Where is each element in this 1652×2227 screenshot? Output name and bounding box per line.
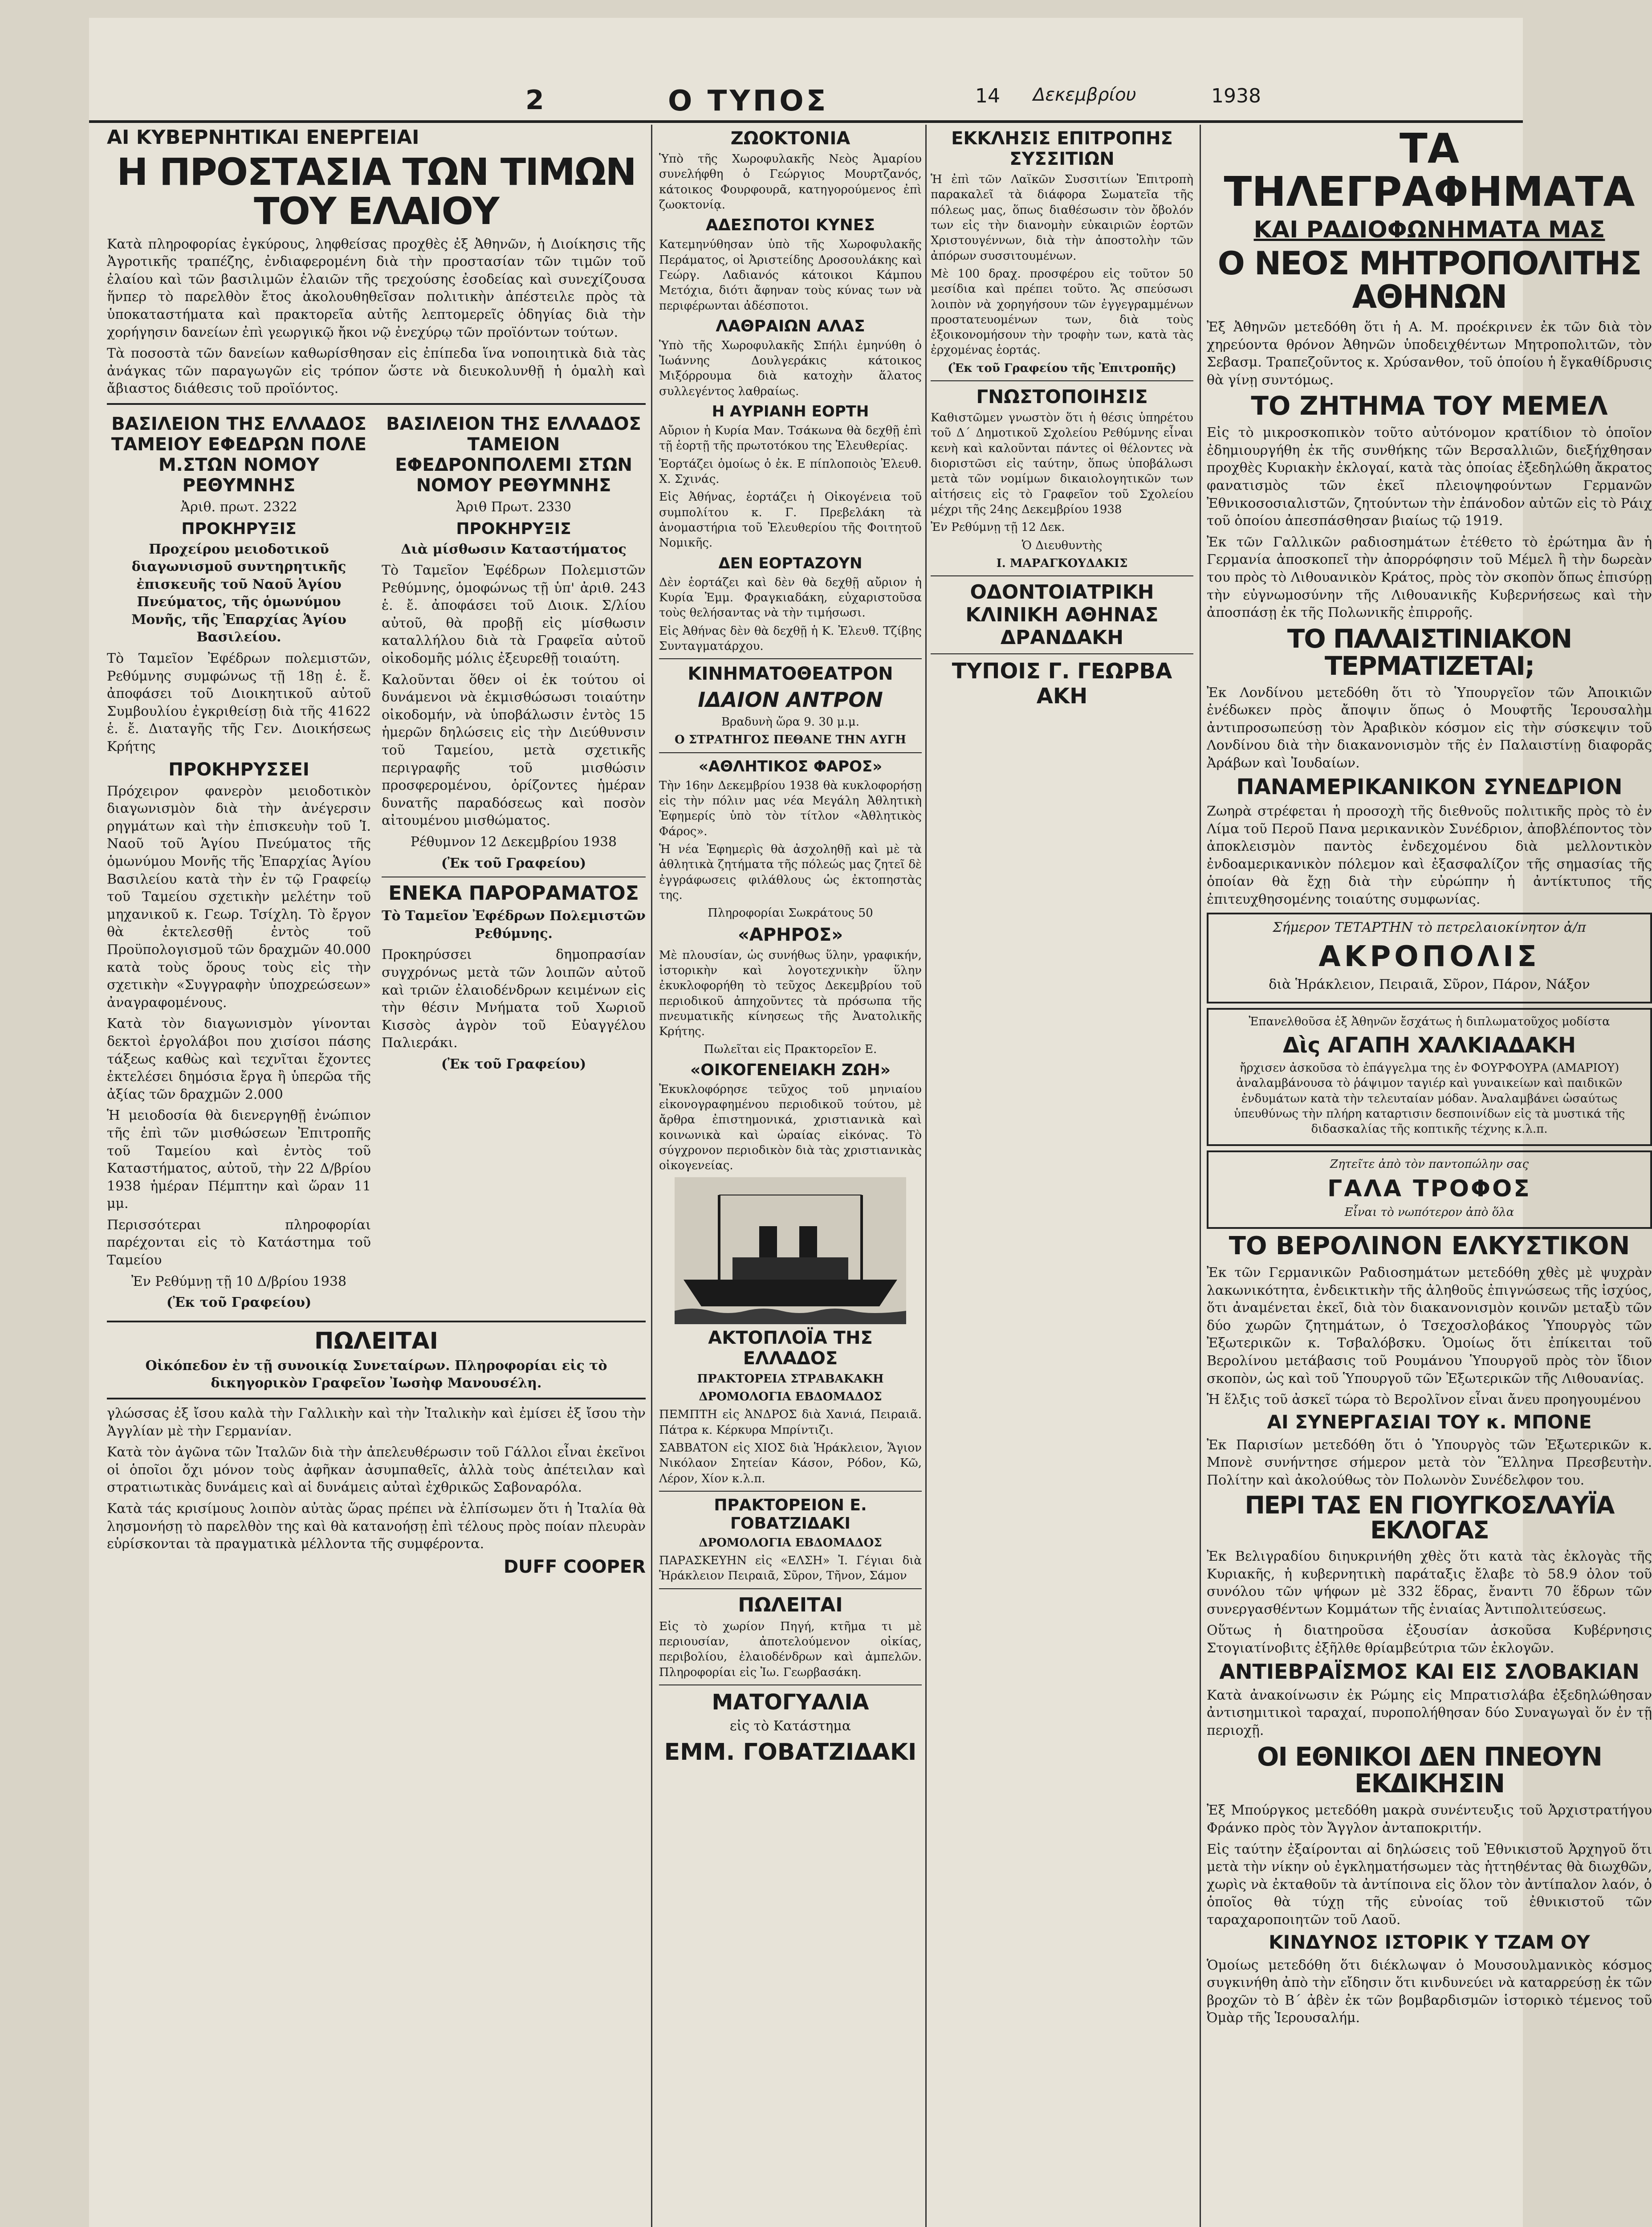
headline: Ο ΝΕΟΣ ΜΗΤΡΟΠΟΛΙΤΗΣ ΑΘΗΝΩΝ (1217, 244, 1641, 316)
news-item: Μὲ 100 δραχ. προσφέρου εἰς τοῦτον 50 μεσίδια καὶ πρέπει τοῦτο. Ἄς σπεύσωσι λοιπὸν νὰ χορηγήσουν τῶν ἐγγεγραμμένων προστατευομένων των, διὰ τοὺς ἐξοικονομήσουν τὴν τροφὴν των, κατὰ τὰς ἐρχομένας ἑορτάς. (931, 267, 1193, 357)
news-item: Ἐν Ρεθύμνῃ τῇ 12 Δεκ. (931, 521, 1065, 534)
notice-tameio-2 (382, 410, 646, 1315)
masthead (89, 67, 1523, 123)
column-rule (1200, 125, 1201, 2227)
article-paragraph: Ἡ ἕλξις τοῦ ἀσκεῖ τώρα τὸ Βερολῖνον εἶναι ἄνευ προηγουμένου (1207, 1392, 1641, 1408)
column-rule (925, 125, 927, 2227)
divider (659, 752, 922, 753)
notice-subtitle: ΠΡΟΚΗΡΥΞΙΣ (456, 519, 571, 538)
headline: ΑΝΤΙΕΒΡΑΪΣΜΟΣ ΚΑΙ ΕΙΣ ΣΛΟΒΑΚΙΑΝ (1219, 1659, 1640, 1684)
notice-title: ΕΝΕΚΑ ΠΑΡΟΡΑΜΑΤΟΣ (388, 882, 639, 905)
headline: ΠΕΡΙ ΤΑΣ ΕΝ ΓΙΟΥΓΚΟΣΛΑΥΪΑ ΕΚΛΟΓΑΣ (1245, 1491, 1614, 1545)
ad-name: Δὶς ΑΓΑΠΗ ΧΑΛΚΙΑΔΑΚΗ (1282, 1032, 1576, 1058)
news-item: Αὔριον ἡ Κυρία Μαν. Τσάκωνα θὰ δεχθῇ ἐπὶ τῇ ἑορτῇ τῆς πρωτοτόκου της Ἐλευθερίας. (659, 424, 922, 453)
article-paragraph: Κατὰ τάς κρισίμους λοιπὸν αὐτὰς ὥρας πρέπει νὰ ἐλπίσωμεν ὅτι ἡ Ἰταλία θὰ λησμονήσῃ τὸ παρελθὸν της καὶ θὰ κατανοήσῃ ἐπὶ τέλους πρὸς ποίαν πλευρὰν εὑρίσκονται τὰ πραγματικὰ μέλλοντα τῆς συμφέροντα. (107, 1501, 646, 1552)
section-title: «ΑΘΛΗΤΙΚΟΣ ΦΑΡΟΣ» (698, 757, 883, 775)
news-sign: Ὁ Διευθυντὴς (1021, 538, 1103, 552)
sale-title: ΠΩΛΕΙΤΑΙ (738, 1593, 843, 1616)
article-paragraph: Ἐξ Μπούργκος μετεδόθη μακρὰ συνέντευξις τοῦ Ἀρχιστρατήγου Φράνκο πρὸς τὸν Ἄγγλον ἀνταποκριτήν. (1207, 1803, 1652, 1836)
article-paragraph: Εἰς τὸ μικροσκοπικὸν τοῦτο αὐτόνομον κρατίδιον τὸ ὁποῖον ἐδημιουργήθη ἐκ τῆς συνθήκης τῶν Βερσαλλιῶν, διεξήχθησαν προχθὲς Κυριακὴν ἐκλογαί, κατὰ τὰς ὁποίας ἐξεδηλώθη ἄκρατος φανατισμὸς τῶν ἐκεῖ πλειοψηφούντων Γερμανῶν Ἐθνικοσοσιαλιστῶν, ζητούντων τὴν ἐπάνοδον αὐτῶν εἰς τὸ Ράιχ τοῦ ὁποίου ἀπεσπάσθησαν βιαίως τῷ 1919. (1207, 425, 1652, 529)
ship-ad-body: ΠΕΜΠΤΗ εἰς ἈΝΔΡΟΣ διὰ Χανιά, Πειραιᾶ. Πάτρα κ. Κέρκυρα Μπρίντιζι. (659, 1408, 922, 1437)
page-number: 2 (525, 85, 544, 116)
headline: ΠΑΝΑΜΕΡΙΚΑΝΙΚΟΝ ΣΥΝΕΔΡΙΟΝ (1236, 774, 1623, 799)
printer-ad: ΤΥΠΟΙΣ Γ. ΓΕΩΡΒΑ ΑΚΗ (952, 659, 1172, 709)
ad-text: Ζητεῖτε ἀπὸ τὸν παντοπώλην σας (1330, 1157, 1529, 1171)
glasses-sub: εἰς τὸ Κατάστημα (729, 1718, 851, 1734)
news-item: Τὴν 16ην Δεκεμβρίου 1938 θὰ κυκλοφορήσῃ εἰς τὴν πόλιν μας νέα Μεγάλη Ἀθλητικὴ Ἐφημερίς ὑπὸ τὸν τίτλον «Ἀθλητικὸς Φάρος». (659, 779, 922, 838)
notice-body: Καλοῦνται ὅθεν οἱ ἐκ τούτου οἱ δυνάμενοι νὰ ἐκμισθώσωσι τοιαύτην οἰκοδομήν, νὰ ὑποβάλωσιν ἐντὸς 15 ἡμερῶν δηλώσεις εἰς τὴν Διεύθυνσιν τοῦ Ταμείου, μετὰ σχετικῆς περιγραφῆς τοῦ μισθώσιν προσφερομένου, ὁρίζοντες ἡμέραν δυνατῆς παραδόσεως καὶ ποσὸν αἰτουμένου μισθώματος. (382, 672, 646, 829)
news-item: Κατεμηνύθησαν ὑπὸ τῆς Χωροφυλακῆς Περάματος, οἱ Ἀριστείδης Δροσουλάκης καὶ Γεώργ. Λαδιανός κάτοικοι Κάμπου Μετόχια, διότι ἄφηναν τοὺς κύνας των νὰ περιφέρωνται ἀδέσποτοι. (659, 238, 922, 313)
notice-body: Περισσότεραι πληροφορίαι παρέχονται εἰς τὸ Κατάστημα τοῦ Ταμείου (107, 1217, 371, 1268)
cinema-time: Βραδυνὴ ὥρα 9. 30 μ.μ. (721, 715, 860, 729)
news-item: Δὲν ἑορτάζει καὶ δὲν θὰ δεχθῇ αὔριον ἡ Κυρία Ἐμμ. Φραγκιαδάκη, εὐχαριστοῦσα τοὺς θελήσαντας νὰ τὴν τιμήσωσι. (659, 575, 922, 620)
notice-body: Πρόχειρον φανερὸν μειοδοτικὸν διαγωνισμὸν διὰ τὴν ἀνέγερσιν ρηγμάτων καὶ τὴν ἐπισκευὴν τοῦ Ἱ. Ναοῦ τοῦ Ἁγίου Πνεύματος τῆς ὁμωνύμου Μονῆς τῆς Ἐπαρχίας Ἁγίου Βασιλείου κατὰ τὴν ἐν τῷ Γραφείῳ τοῦ Ταμείου σχετικὴν μελέτην τοῦ μηχανικοῦ κ. Γεωρ. Τσίχλη. Τὸ ἔργον θὰ ἐκτελεσθῇ ἐντὸς τοῦ Προϋπολογισμοῦ τῶν δραχμῶν 40.000 κατὰ τοὺς ὅρους τοὺς εἰς τὴν σχετικὴν «Συγγραφὴν ὑποχρεώσεων» ἀναγραφομένους. (107, 783, 371, 1011)
section-subheadline: ΚΑΙ ΡΑΔΙΟΦΩΝΗΜΑΤΑ ΜΑΣ (1253, 216, 1605, 244)
article-paragraph: Οὕτως ἡ διατηροῦσα ἐξουσίαν ἀσκοῦσα Κυβέρνησις Στογιατίνοβιτς ἐξῆλθε θρίαμβεύτρια τῶν ἐκλογῶν. (1207, 1623, 1652, 1656)
glasses-name: ΕΜΜ. ΓΟΒΑΤΖΙΔΑΚΙ (664, 1738, 917, 1766)
news-item: Ὑπὸ τῆς Χωροφυλακῆς Σπήλι ἐμηνύθη ὁ Ἰωάννης Δουλγεράκις κάτοικος Μιξόρρουμα διὰ κατοχὴν ἅλατος συλλεγέντος λαθραίως. (659, 339, 922, 398)
headline: ΟΙ ΕΘΝΙΚΟΙ ΔΕΝ ΠΝΕΟΥΝ ΕΚΔΙΚΗΣΙΝ (1257, 1741, 1602, 1799)
divider (659, 658, 922, 659)
ship-ad-title: ΠΡΑΚΤΟΡΕΙΟΝ Ε. ΓΟΒΑΤΖΙΔΑΚΙ (714, 1496, 867, 1533)
cinema-name: ΙΔΑΙΟΝ ΑΝΤΡΟΝ (698, 688, 883, 712)
notice-subtitle: ΠΡΟΚΗΡΥΞΙΣ (181, 519, 297, 538)
headline: ΚΙΝΔΥΝΟΣ ΙΣΤΟΡΙΚ Υ ΤΖΑΜ ΟΥ (1269, 1931, 1590, 1953)
ship-ad-title: ΑΚΤΟΠΛΟΪΑ ΤΗΣ ΕΛΛΑΔΟΣ (708, 1327, 873, 1369)
byline: DUFF COOPER (503, 1556, 646, 1577)
notice-title: ΒΑΣΙΛΕΙΟΝ ΤΗΣ ΕΛΛΑΔΟΣ ΤΑΜΕΙΟΝ ΕΦΕΔΡΟΝΠΟΛΕΜΙ ΣΤΩΝ ΝΟΜΟΥ ΡΕΘΥΜΝΗΣ (386, 413, 641, 496)
notice-lead: Πρoχείρου μειοδοτικοῦ διαγωνισμοῦ συντηρητικῆς ἐπισκευῆς τοῦ Ναοῦ Ἁγίου Πνεύματος, τῆς ὁμωνύμου Μονῆς, τῆς Ἐπαρχίας Ἁγίου Βασιλείου. (131, 541, 346, 645)
glasses-title: ΜΑΤΟΓΥΑΛΙΑ (712, 1690, 869, 1715)
section-title: Η ΑΥΡΙΑΝΗ ΕΟΡΤΗ (712, 403, 869, 421)
sale-body: Εἰς τὸ χωρίον Πηγή, κτῆμα τι μὲ περιουσίαν, ἀποτελούμενον οἰκίας, περιβολίου, ἐλαιοδένδρων καὶ ἀμπελῶν. Πληροφορίαι εἰς Ἰω. Γεωρβασάκη. (659, 1619, 922, 1679)
newspaper-page (89, 18, 1652, 2227)
news-item: Ἑορτάζει ὁμοίως ὁ ἐκ. Ε πίπλοποιὸς Ἐλευθ. Χ. Σχινάς. (659, 457, 922, 486)
news-item: Ἡ ἐπὶ τῶν Λαϊκῶν Συσσιτίων Ἐπιτροπὴ παρακαλεῖ τὰ διάφορα Σωματεῖα τῆς πόλεως μας, ὅπως διαθέσωσιν τὸν ὄβολόν των εἰς τὴν διανομὴν εὐκαιριῶν ἑορτῶν Χριστουγέννων, διὰ τὴν ἀποστολὴν τῶν ἀπόρων συσσιτουμένων. (931, 173, 1193, 263)
headline: ΤΟ ΖΗΤΗΜΑ ΤΟΥ ΜΕΜΕΛ (1251, 391, 1608, 421)
notice-sign: (Ἐκ τοῦ Γραφείου) (441, 1056, 586, 1072)
ad-text: Εἶναι τὸ νωπότερον ἀπὸ ὅλα (1344, 1205, 1514, 1219)
divider (659, 1491, 922, 1492)
article-paragraph: Ἐκ τῶν Γερμανικῶν Ραδιοσημάτων μετεδόθη χθὲς μὲ ψυχρὰν λακωνικότητα, ἐνδεικτικὴν τῆς ἀληθοῦς ἐπιγνώσεως τῆς ἰσχύος, ὅτι ἀναμένεται ἐκεῖ, διὰ τὸν διακανονισμὸν κοινῶν μεταξὺ τῶν δύο χωρῶν ζητημάτων, ὁ Τσεχοσλοβάκος Ὑπουργὸς τῶν Ἐξωτερικῶν κ. Τσβαλόβσκυ. Ὁμοίως ὅτι ἐπίκειται τοῦ Βερολίνου μετάβασις τοῦ Ρουμάνου Ὑπουργοῦ πρὸς τὸν ἴδιον σκοπὸν, ὡς καὶ τοῦ Ὑπουργοῦ τῶν Ἐξωτερικῶν τῆς Λιθουανίας. (1207, 1264, 1652, 1387)
notice-sign: (Ἐκ τοῦ Γραφείου) (441, 855, 586, 871)
section-title: «ΟΙΚΟΓΕΝΕΙΑΚΗ ΖΩΗ» (690, 1060, 891, 1079)
headline: ΑΙ ΣΥΝΕΡΓΑΣΙΑΙ ΤΟΥ κ. ΜΠΟΝΕ (1267, 1411, 1592, 1433)
divider (931, 653, 1193, 654)
column-4 (1207, 125, 1652, 2031)
divider (107, 1321, 646, 1322)
notice-body: Τὸ Ταμεῖον Ἐφέδρων Πολεμιστῶν Ρεθύμνης, ὁμοφώνως τῇ ὑπ' ἀριθ. 243 ἑ. ἔ. ἀποφάσει τοῦ Διοικ. Σ/λίου αὐτοῦ, θὰ προβῇ εἰς μίσθωσιν καταλλήλου διὰ τὰ Γραφεῖα αὐτοῦ οἰκοδομῆς μόλις ἐξευρεθῇ τοιαύτη. (382, 563, 646, 667)
section-title: «ΑΡΗΡΟΣ» (737, 924, 843, 945)
issue-month: Δεκεμβρίου (1033, 85, 1136, 105)
ad-text: Σήμερον ΤΕΤΑΡΤΗΝ τὸ πετρελαιοκίνητον ἀ/π (1273, 920, 1586, 936)
article-paragraph: Ὁμοίως μετεδόθη ὅτι διέκλωψαν ὁ Μουσουλμανικὸς κόσμος συγκινήθη ἀπὸ τὴν εἴδησιν ὅτι κινδυνεύει νὰ καταρρεύσῃ ἐκ τῶν βροχῶν τὸ Β΄ ἀβὲν ἐκ τῶν βομβαρδισμῶν ἱστορικὸ τέμενος τοῦ Ὀμὰρ τῆς Ἱερουσαλήμ. (1207, 1957, 1652, 2026)
news-item: Πληροφορίαι Σωκράτους 50 (708, 906, 873, 920)
ad-milk (1207, 1150, 1652, 1229)
notice-tameio-1 (107, 410, 371, 1315)
article-paragraph: Ζωηρὰ στρέφεται ἡ προσοχὴ τῆς διεθνοῦς πολιτικῆς πρὸς τὸ ἐν Λίμα τοῦ Περοῦ Πανα μερικανικὸν Συνέδριον, ἀποβλέποντος τὸν ἀποκλεισμὸν παντὸς ἐνδεχομένου διὰ μελλοντικὸν ἐνδοαμερικανικὸν πόλεμον καὶ ἐξασφαλίζον τῆς σημασίας τῆς ὁποίαν θὰ ἔχῃ διὰ τὴν εὐρώπην ἡ ἀντίκτυπος τῆς ἐπιτευχθησομένης τοιαύτης συμφωνίας. (1207, 803, 1652, 907)
news-item: Εἰς Ἀθήνας δὲν θὰ δεχθῇ ἡ Κ. Ἐλευθ. Τζίβης Συνταγματάρχου. (659, 624, 922, 653)
notice-lead: Διὰ μίσθωσιν Καταστήματος (401, 541, 627, 557)
news-item: Εἰς Ἀθήνας, ἑορτάζει ἡ Οἰκογένεια τοῦ συμπολίτου κ. Γ. Πρεβελάκη τὰ ἀνομαστήρια τοῦ Ἐλευθερίου τῆς Φοιτητοῦ Νομικῆς. (659, 490, 922, 550)
section-title: ΑΔΕΣΠΟΤΟΙ ΚΥΝΕΣ (705, 216, 875, 235)
sale-title: ΠΩΛΕΙΤΑΙ (314, 1327, 438, 1354)
notice-heading: ΠΡΟΚΗΡΥΣΣΕΙ (168, 759, 309, 780)
divider (107, 1398, 646, 1399)
article-paragraph: Ἐκ Λονδίνου μετεδόθη ὅτι τὸ Ὑπουργεῖον τῶν Ἀποικιῶν ἐνέδωκεν πρὸς ἄποψιν ὅπως ὁ Μουφτῆς Ἱερουσαλὴμ ἀντιπροσωπεύσῃ τὸν Ἀραβικὸν κόσμον εἰς τὴν σύσκεψιν τοῦ Λονδίνου διὰ τὴν διακανονισμὸν τῆς ἐν Παλαιστίνῃ διαφορᾶς Ἀράβων καὶ Ἰουδαίων. (1207, 685, 1652, 771)
news-item: Ὑπὸ τῆς Χωροφυλακῆς Νεὸς Ἀμαρίου συνελήφθη ὁ Γεώργιος Μουρτζανός, κάτοικος Φουρφουρᾶ, κατηγορούμενος ἐπὶ ζωοκτονίᾳ. (659, 152, 922, 212)
sale-body: Οἰκόπεδον ἐν τῇ συνοικίᾳ Συνεταίρων. Πληροφορίαι εἰς τὸ δικηγορικὸν Γραφεῖον Ἰωσὴφ Μανουσέλη. (145, 1358, 607, 1391)
article-paragraph: Ἐκ τῶν Γαλλικῶν ραδιοσημάτων ἐτέθετο τὸ ἐρώτημα ἂν ἡ Γερμανία ἀποσκοπεῖ τὴν ἀπορρόφησιν τοῦ Μέμελ ἢ τὴν δωρεὰν του πρὸς τὸ Λιθουανικὸν Κράτος, πρὸς τὸν σκοπὸν ὅπως ἐπισύρῃ τὴν εὐγνωμοσύνην τῆς Λιθουανικῆς Κυβερνήσεως καὶ τὴν ἀποσπάσῃ ἐκ τῆς Πολωνικῆς ἐπιρροῆς. (1207, 534, 1652, 621)
divider (931, 380, 1193, 381)
ship-ad-sub: ΠΡΑΚΤΟΡΕΙΑ ΣΤΡΑΒΑΚΑΚΗ (697, 1372, 884, 1386)
section-title: ΖΩΟΚΤΟΝΙΑ (730, 128, 850, 149)
news-item: Ἡ νέα Ἐφημερὶς θὰ ἀσχοληθῇ καὶ μὲ τὰ ἀθλητικὰ ζητήματα τῆς πόλεώς μας ζητεῖ δὲ ἐγγράφωσεις φιλάθλους ὡς ἐκτοπηστὰς της. (659, 843, 922, 902)
ad-text: ἤρχισεν ἀσκοῦσα τὸ ἐπάγγελμα της ἐν ΦΟΥΡΦΟΥΡΑ (ΑΜΑΡΙΟΥ) ἀναλαμβάνουσα τὸ ῥάψιμον ταγιέρ καὶ γυναικείων καὶ παιδικῶν ἐνδυμάτων κατὰ τὴν τελευταίαν μόδαν. Ἀναλαμβάνει ὡσαύτως ὑπευθύνως τὴν πλήρη καταρτισιν δεσποινίδων εἰς τὰ μυστικά τῆς διδασκαλίας τῆς κοπτικῆς τέχνης κ.λ.π. (1233, 1061, 1625, 1136)
article-paragraph: Τὰ ποσοστὰ τῶν δανείων καθωρίσθησαν εἰς ἐπίπεδα ἵνα νοποιητικὰ διὰ τὰς ἀνάγκας τῶν παραγωγῶν εἰς τρόπον ὥστε νὰ διευκολυνθῇ ἡ ὁμαλὴ καὶ ἄβιαστος διάθεσις τοῦ προϊόντος. (107, 346, 646, 397)
notice-title: ΒΑΣΙΛΕΙΟΝ ΤΗΣ ΕΛΛΑΔΟΣ ΤΑΜΕΙΟΥ ΕΦΕΔΡΩΝ ΠΟΛΕ Μ.ΣΤΩΝ ΝΟΜΟΥ ΡΕΘΥΜΝΗΣ (111, 413, 367, 496)
news-sign: (Ἐκ τοῦ Γραφείου τῆς Ἐπιτροπῆς) (948, 361, 1176, 375)
article-paragraph: Εἰς ταύτην ἐξαίρονται αἱ δηλώσεις τοῦ Ἐθνικιστοῦ Ἀρχηγοῦ ὅτι μετὰ τὴν νίκην οὐ ἐγκληματήσωμεν τὰς ἡττηθέντας θὰ διωχθῶν, χωρὶς νὰ ἐκταθοῦν τὰ ἀντίποινα εἰς ὅλον τὸν ἀντίπαλον λαόν, ὁ ὁποῖος θὰ τύχῃ τῆς εὐνοίας τοῦ ἐθνικιστοῦ τῶν ταραχαροποιητῶν τοῦ Λαοῦ. (1207, 1841, 1652, 1928)
dental-ad: ΟΔΟΝΤΟΙΑΤΡΙΚΗ ΚΛΙΝΙΚΗ ΑΘΗΝΑΣ ΔΡΑΝΔΑΚΗ (965, 581, 1159, 649)
newspaper-title: Ο ΤΥΠΟΣ (668, 85, 829, 118)
ad-dressmaker (1207, 1008, 1652, 1146)
section-title: ΓΝΩΣΤΟΠΟΙΗΣΙΣ (976, 386, 1148, 408)
ad-ship-name: ΑΚΡΟΠΟΛΙΣ (1318, 940, 1540, 974)
article-paragraph: γλώσσας ἐξ ἴσου καλὰ τὴν Γαλλικὴν καὶ τὴν Ἰταλικὴν καὶ ἐμίσει ἐξ ἴσου τὴν Ἀγγλίαν μὲ τὴν Γερμανίαν. (107, 1406, 646, 1439)
notice-date: Ρέθυμνον 12 Δεκεμβρίου 1938 (410, 834, 617, 850)
article-paragraph: Κατὰ ἀνακοίνωσιν ἐκ Ρώμης εἰς Μπρατισλάβα ἐξεδηλώθησαν ἀντισημιτικοὶ ταραχαί, πυροπολήθησαν δύο Συναγωγαὶ ὅν ἐν τῇ περιοχῇ. (1207, 1687, 1652, 1738)
notice-body: Προκηρύσσει δημοπρασίαν συγχρόνως μετὰ τῶν λοιπῶν αὐτοῦ καὶ τριῶν ἐλαιοδένδρων κειμένων εἰς τὴν θέσιν Μνήματα τοῦ Χωριοῦ Κισσὸς ἀγρὸν τοῦ Εὐαγγέλου Παλιεράκι. (382, 947, 646, 1051)
news-item: Μὲ πλουσίαν, ὡς συνήθως ὕλην, γραφικήν, ἱστορικὴν καὶ λογοτεχνικὴν ὕλην ἐκυκλοφορήθη τὸ τεῦχος Δεκεμβρίου τοῦ περιοδικοῦ ἀπηχοῦντες τὰ πρόσωπα τῆς πνευματικῆς κίνησεως τῆς Ἀνατολικῆς Κρήτης. (659, 948, 922, 1039)
notice-body: Ἡ μειοδοσία θὰ διενεργηθῇ ἐνώπιον τῆς ἐπὶ τῶν μισθώσεων Ἐπιτροπῆς τοῦ Ταμείου καὶ ἐντὸς τοῦ Καταστήματος, αὐτοῦ, τὴν 22 Δ/βρίου 1938 ἡμέραν Πέμπτην καὶ ὥραν 11 μμ. (107, 1108, 371, 1212)
news-item: Ἐκυκλοφόρησε τεῦχος τοῦ μηνιαίου εἰκονογραφημένου περιοδικοῦ τούτου, μὲ ἄρθρα ἐπιστημονικά, χριστιανικὰ καὶ κοινωνικὰ καὶ ὡραίας εἰκόνας. Τὸ σύγχρονον περιοδικὸν διὰ τὰς χριστιανικὰς οἰκογενείας. (659, 1082, 922, 1173)
article-paragraph: Κατὰ πληροφορίας ἐγκύρους, ληφθείσας προχθὲς ἐξ Ἀθηνῶν, ἡ Διοίκησις τῆς Ἀγροτικῆς τραπέζης, ἐνδιαφερομένη διὰ τὴν προστασίαν τῶν τιμῶν τοῦ ἐλαίου καὶ τῶν βασιλιμῶν ἐλαιῶν τῆς τρεχούσης ἐσοδείας καὶ συνεχίζουσα ἥνπερ τὸ παρελθὸν ἔτος ἀκολουθηθεῖσαν πολιτικὴν ἀπέστειλε πρὸς τὰ ὑποκαταστήματα καὶ πρακτορεῖα αὐτῆς λεπτομερεῖς ὁδηγίας διὰ τὴν χορήγησιν δανείων ἐπὶ γεωργικῷ ἤκοι νῷ ἐνεχύρῳ τῶν προϊόντων τούτων. (107, 236, 646, 340)
article-paragraph: Ἐκ Παρισίων μετεδόθη ὅτι ὁ Ὑπουργὸς τῶν Ἐξωτερικῶν κ. Μπονὲ συνήντησε σήμερον μετὰ τὸν Ἕλληνα Πρεσβευτὴν. Πολίτην καὶ ἀκολούθως τὸν Πολωνὸν Συνέδελφον του. (1207, 1437, 1652, 1488)
ship-ad-body: ΠΑΡΑΣΚΕΥΗΝ εἰς «ΕΛΣΗ» Ἰ. Γέγιαι διὰ Ἡράκλειον Πειραιᾶ, Σῦρον, Τῆνον, Σάμον (659, 1554, 922, 1583)
news-item: Πωλεῖται εἰς Πρακτορεῖον Ε. (704, 1043, 877, 1056)
notice-body: Τὸ Ταμεῖον Ἐφέδρων πολεμιστῶν, Ρεθύμνης συμφώνως τῇ 18ῃ ἑ. ἔ. ἀποφάσει τοῦ Διοικητικοῦ αὐτοῦ Συμβουλίου ἐγκριθείσῃ διὰ τῆς 41622 ἑ. ἔ. Διαταγῆς τῆς Γεν. Διοικήσεως Κρήτης (107, 651, 371, 755)
headline: ΤΟ ΠΑΛΑΙΣΤΙΝΙΑΚΟΝ ΤΕΡΜΑΤΙΖΕΤΑΙ; (1287, 623, 1572, 681)
notices-row (107, 410, 646, 1315)
section-title: ΔΕΝ ΕΟΡΤΑΖΟΥΝ (718, 554, 863, 572)
ad-akropolis (1207, 913, 1652, 1003)
article-paragraph: Ἐκ Βελιγραδίου διηυκρινήθη χθὲς ὅτι κατὰ τὰς ἐκλογὰς τῆς Κυριακῆς, ἡ κυβερνητικὴ παράταξις ἔλαβε τὸ 58.9 ὀλον τοῦ συνόλου τῶν ψήφων μὲ 332 ἕδρας, ἔναντι 70 ἕδρων τῶν συνεργασθέντων Κομμάτων τῆς ἑνιαίας Ἀντιπολιτεύσεως. (1207, 1548, 1652, 1617)
headline: Η ΠΡΟΣΤΑΣΙΑ ΤΩΝ ΤΙΜΩΝ ΤΟΥ ΕΛΑΙΟΥ (117, 150, 636, 233)
cinema-film: Ο ΣΤΡΑΤΗΓΟΣ ΠΕΘΑΝΕ ΤΗΝ ΑΥΓΗ (675, 733, 906, 747)
ship-ad-body: ΣΑΒΒΑΤΟΝ εἰς ΧΙΟΣ διὰ Ἡράκλειον, Ἅγιον Νικόλαον Σητείαν Κάσον, Ρόδον, Κῶ, Λέρον, Χίον κ.λ.π. (659, 1441, 922, 1485)
article-paragraph: Κατὰ τὸν ἀγῶνα τῶν Ἰταλῶν διὰ τὴν ἀπελευθέρωσιν τοῦ Γάλλοι εἶναι ἐκεῖνοι οἱ ὁποῖοι ὄχι μόνον τοὺς ἀφῆκαν ἀσυμπαθεῖς, ἀλλὰ τοὺς ἀπέτειλαν καὶ στρατιωτικὰς δυνάμεις καὶ αἱ δυνάμεις αὐταὶ ἐχθρικῶς Σαβοναρόλα. (107, 1444, 646, 1496)
article-paragraph: Ἐξ Ἀθηνῶν μετεδόθη ὅτι ἡ Α. Μ. προέκρινεν ἐκ τῶν διὰ τὸν χηρεύοντα θρόνον Ἀθηνῶν ὑποδειχθέντων Μητροπολιτῶν, τὸν Σεβασμ. Τραπεζοῦντος κ. Χρύσανθον, τοῦ ὁποίου ἡ ἔγκαθίδρυσις θὰ γίνῃ συντόμως. (1207, 319, 1652, 388)
notice-body: Κατὰ τὸν διαγωνισμὸν γίνονται δεκτοὶ ἐργολάβοι που χισίσοι πάσης τάξεως καθὼς καὶ τεχνῖται ἔχοντες ἐκτελέσει δημόσια ἔργα ἢ ὑπερῶα τῆς ἀξίας τῶν δραχμῶν 2.000 (107, 1016, 371, 1102)
column-2 (659, 125, 922, 1768)
issue-year: 1938 (1211, 85, 1261, 107)
section-title: ΛΑΘΡΑΙΩΝ ΑΛΑΣ (716, 317, 865, 335)
ship-ad-schedule: ΔΡΟΜΟΛΟΓΙΑ ΕΒΔΟΜΑΔΟΣ (699, 1536, 882, 1550)
ad-text: διὰ Ἡράκλειον, Πειραιᾶ, Σῦρον, Πάρον, Νάξον (1269, 977, 1590, 993)
steamship-illustration (675, 1177, 906, 1324)
notice-number: Ἀριθ. πρωτ. 2322 (180, 499, 297, 515)
ad-product: ΓΑΛΑ ΤΡΟΦΟΣ (1327, 1175, 1531, 1202)
ship-ad-schedule: ΔΡΟΜΟΛΟΓΙΑ ΕΒΔΟΜΑΔΟΣ (699, 1390, 882, 1403)
headline: ΤΟ ΒΕΡΟΛΙΝΟΝ ΕΛΚΥΣΤΙΚΟΝ (1229, 1232, 1630, 1261)
kicker: ΑΙ ΚΥΒΕΡΝΗΤΙΚΑΙ ΕΝΕΡΓΕΙΑΙ (107, 126, 419, 149)
ad-text: Ἐπανελθοῦσα ἐξ Ἀθηνῶν ἔσχάτως ἡ διπλωματοῦχος μοδίστα (1249, 1015, 1610, 1028)
notice-number: Ἀριθ Πρωτ. 2330 (456, 499, 571, 515)
issue-day: 14 (975, 85, 1000, 107)
divider (931, 575, 1193, 576)
notice-body: Τὸ Ταμεῖον Ἐφέδρων Πολεμιστῶν Ρεθύμνης. (382, 908, 646, 942)
section-headline: ΤΑ ΤΗΛΕΓΡΑΦΗΜΑΤΑ (1224, 125, 1635, 216)
column-3 (931, 125, 1193, 711)
column-1 (107, 125, 646, 1580)
notice-sign: (Ἐκ τοῦ Γραφείου) (166, 1295, 312, 1311)
news-sign: Ι. ΜΑΡΑΓΚΟΥΔΑΚΙΣ (996, 556, 1128, 570)
section-title: ΕΚΚΛΗΣΙΣ ΕΠΙΤΡΟΠΗΣ ΣΥΣΣΙΤΙΩΝ (951, 128, 1173, 169)
column-rule (651, 125, 652, 2227)
divider (659, 1588, 922, 1589)
divider (107, 403, 646, 405)
notice-date: Ἐν Ρεθύμνῃ τῇ 10 Δ/βρίου 1938 (131, 1273, 347, 1289)
cinema-title: ΚΙΝΗΜΑΤΟΘΕΑΤΡΟΝ (688, 664, 893, 685)
news-item: Καθιστῶμεν γνωστὸν ὅτι ἡ θέσις ὑπηρέτου τοῦ Δ΄ Δημοτικοῦ Σχολείου Ρεθύμνης εἶναι κενὴ καὶ καλοῦνται πάντες οἱ θέλοντες νὰ διοριστῶσι εἰς ταύτην, ὅπως ὑποβάλωσι μετὰ τῶν νομίμων δικαιολογητικῶν των αἰτήσεις εἰς τὸ Γραφεῖον τοῦ Σχολείου μέχρι τῆς 24ης Δεκεμβρίου 1938 (931, 411, 1193, 516)
